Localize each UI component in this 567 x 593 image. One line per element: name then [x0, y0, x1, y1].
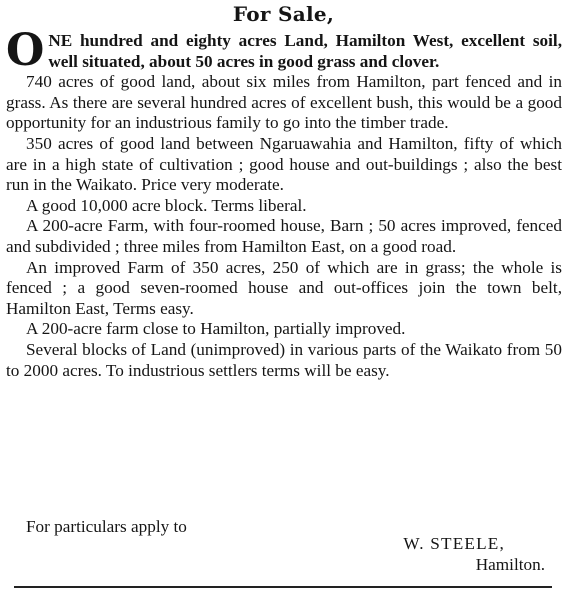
agent-name: W. STEELE, — [403, 534, 505, 553]
apply-instruction: For particulars apply to — [26, 517, 187, 536]
listing-paragraph-8: Several blocks of Land (unimproved) in various parts of the Waikato from 50 to 2000 acres. To industrious settlers terms will be easy. — [6, 339, 562, 380]
listing-paragraph-1 — [6, 25, 562, 76]
listing-paragraph-4: A good 10,000 acre block. Terms liberal. — [26, 195, 307, 215]
bottom-rule — [14, 586, 552, 588]
agent-town: Hamilton. — [475, 555, 545, 574]
advertisement-body — [6, 25, 562, 381]
advertisement-title: For Sale, — [232, 2, 335, 26]
listing-paragraph-3: 350 acres of good land between Ngaruawahia and Hamilton, fifty of which are in a high state of cultivation ; good house and out-buildings ; also the best run in the Waikato. Price very moderate. — [6, 133, 562, 195]
listing-paragraph-6: An improved Farm of 350 acres, 250 of which are in grass; the whole is fenced ; a good seven-roomed house and out-offices join the town belt, Hamilton East, Terms easy. — [6, 257, 562, 318]
drop-cap-letter: O — [6, 25, 45, 76]
listing-paragraph-5: A 200-acre Farm, with four-roomed house, Barn ; 50 acres improved, fenced and subdivided ; three miles from Hamilton East, on a good road. — [6, 216, 562, 256]
listing-paragraph-7: A 200-acre farm close to Hamilton, partially improved. — [26, 319, 406, 339]
intro-text: NE hundred and eighty acres Land, Hamilton West, excellent soil, well situated, about 50 acres in good grass and clover. — [48, 31, 562, 71]
listing-paragraph-2: 740 acres of good land, about six miles from Hamilton, part fenced and in grass. As there are several hundred acres of excellent bush, this would be a good opportunity for an industrious family to go into the timber trade. — [6, 72, 562, 133]
